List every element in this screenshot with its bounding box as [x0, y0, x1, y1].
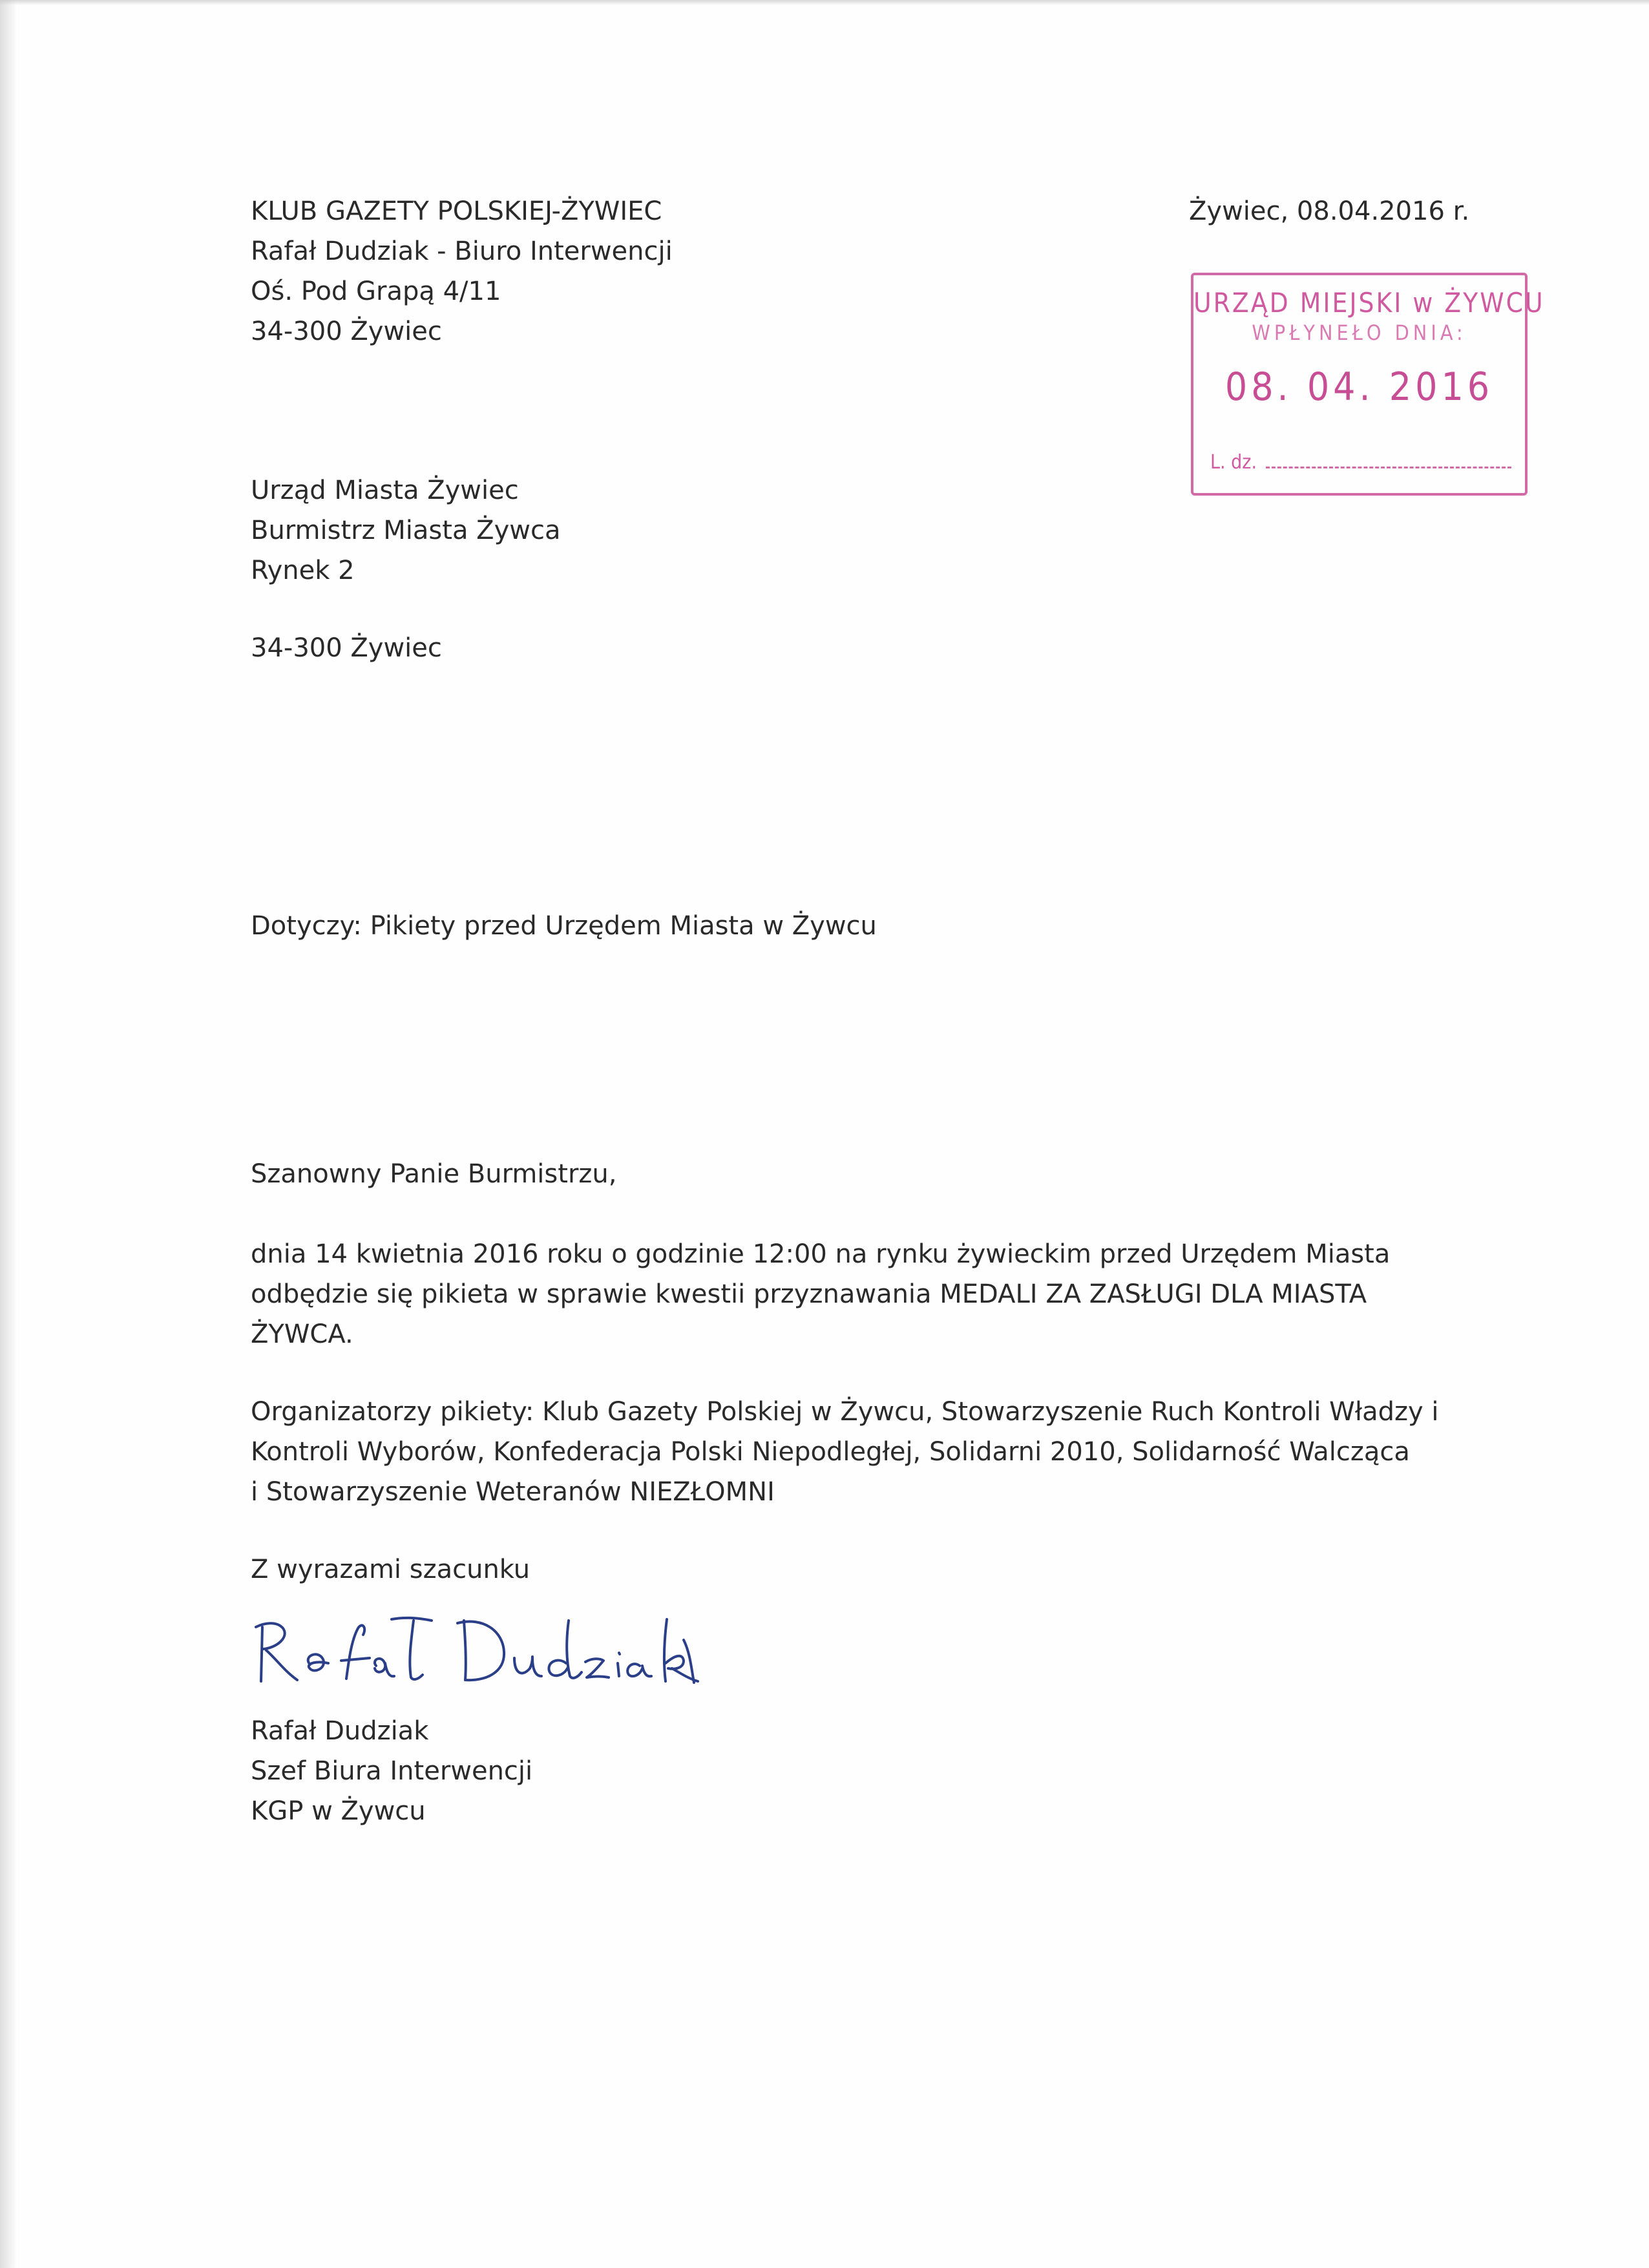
signer-title: Szef Biura Interwencji [251, 1756, 533, 1786]
sender-line-3: Oś. Pod Grapą 4/11 [251, 277, 501, 306]
recipient-line-3: Rynek 2 [251, 556, 355, 585]
scan-top-edge [0, 0, 1649, 5]
recipient-city [251, 628, 442, 668]
sender-line-1: KLUB GAZETY POLSKIEJ-ŻYWIEC [251, 196, 662, 226]
sender-line-4: 34-300 Żywiec [251, 317, 442, 346]
letter-subject [251, 906, 877, 946]
handwritten-signature [238, 1601, 729, 1698]
closing [251, 1549, 530, 1590]
paragraph-2-line: Organizatorzy pikiety: Klub Gazety Polskiej w Żywcu, Stowarzyszenie Ruch Kontroli Władzy i [251, 1397, 1439, 1427]
stamp-ldz-label: L. dz. [1210, 451, 1257, 474]
recipient-address [251, 470, 560, 591]
stamp-ldz-line [1266, 467, 1511, 468]
stamp-received-label: WPŁYNEŁO DNIA: [1252, 320, 1467, 345]
paragraph-2-line: Kontroli Wyborów, Konfederacja Polski Niepodległej, Solidarni 2010, Solidarność Walcząca [251, 1437, 1410, 1467]
subject-text: Dotyczy: Pikiety przed Urzędem Miasta w Żywcu [251, 911, 877, 941]
paragraph-2 [251, 1392, 1439, 1512]
recipient-line-1: Urząd Miasta Żywiec [251, 476, 519, 505]
recipient-line-4: 34-300 Żywiec [251, 633, 442, 663]
paragraph-1-line: dnia 14 kwietnia 2016 roku o godzinie 12:00 na rynku żywieckim przed Urzędem Miasta [251, 1239, 1391, 1269]
letter-date: Żywiec, 08.04.2016 r. [1189, 196, 1470, 226]
signer-block [251, 1711, 532, 1831]
paragraph-2-line: i Stowarzyszenie Weteranów NIEZŁOMNI [251, 1477, 775, 1507]
scan-left-shadow [0, 0, 17, 2268]
signer-org: KGP w Żywcu [251, 1796, 426, 1826]
recipient-line-2: Burmistrz Miasta Żywca [251, 516, 561, 545]
receipt-stamp [1191, 273, 1545, 496]
paragraph-1 [251, 1234, 1390, 1354]
salutation-text: Szanowny Panie Burmistrzu, [251, 1159, 617, 1189]
paragraph-1-line: ŻYWCA. [251, 1319, 353, 1349]
sender-line-2: Rafał Dudziak - Biuro Interwencji [251, 236, 673, 266]
paragraph-1-line: odbędzie się pikieta w sprawie kwestii przyznawania MEDALI ZA ZASŁUGI DLA MIASTA [251, 1279, 1367, 1309]
salutation [251, 1154, 616, 1194]
stamp-office: URZĄD MIEJSKI w ŻYWCU [1193, 287, 1545, 319]
closing-text: Z wyrazami szacunku [251, 1555, 530, 1584]
stamp-date: 08. 04. 2016 [1224, 364, 1494, 410]
sender-address [251, 191, 673, 352]
signer-name: Rafał Dudziak [251, 1716, 429, 1746]
